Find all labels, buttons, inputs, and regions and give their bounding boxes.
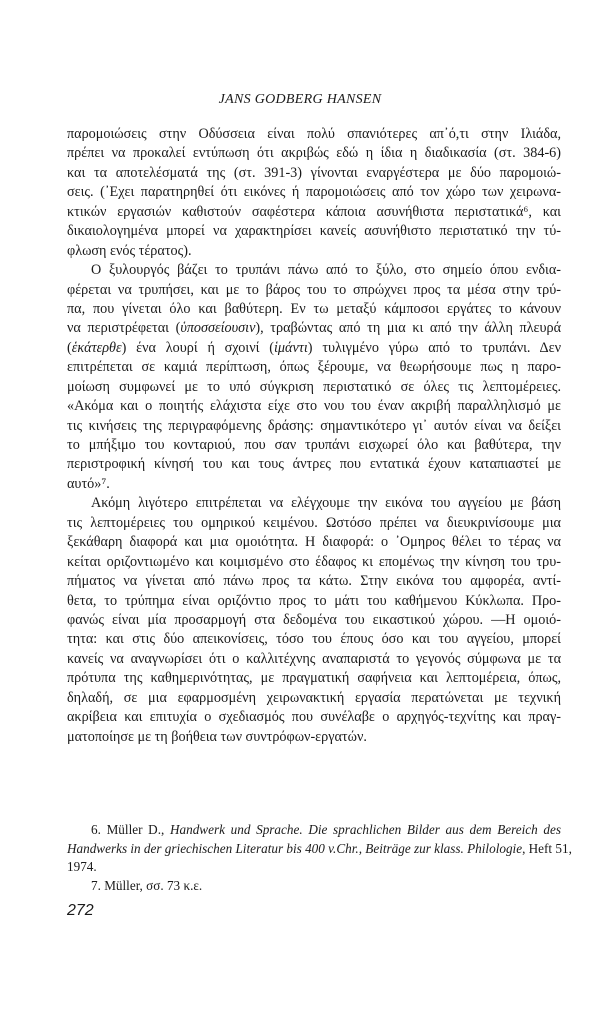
italic-text: ὑποσσείουσιν xyxy=(180,320,256,337)
text-line xyxy=(67,164,561,183)
italic-text: Handwerks in der griechischen Literatur bis 400 v.Chr., Beiträge zur klass. Philologie xyxy=(67,840,523,856)
text-segment: ( xyxy=(67,339,72,356)
text-segment: ) τυλιγμένο γύρω από το τρυπάνι. Δεν xyxy=(307,339,561,356)
text-segment: 6. Müller D., xyxy=(91,822,170,837)
text-segment: επιτρέπεται σε καμιά περίπτωση, όπως ξέρουμε, να θεωρήσουμε πως η παρο- xyxy=(67,359,561,376)
footnotes xyxy=(67,821,572,895)
text-segment: φανώς είναι μία προσαρμογή στα δεδομένα του εικαστικού χώρου. —Η ομοιό- xyxy=(67,611,561,628)
text-segment: το μπήξιμο του κονταριού, που σαν τρυπάνι εισχωρεί όλο και βαθύτερα, την xyxy=(67,437,561,453)
text-line xyxy=(67,494,561,513)
text-segment: τις λεπτομέρειες του ομηρικού κειμένου. Ωστόσο πρέπει να διευκρινίσουμε μια xyxy=(67,514,561,531)
text-line xyxy=(67,397,561,416)
text-line xyxy=(67,378,561,397)
text-segment: ακρίβεια και επιτυχία ο σχεδιασμός που συνέλαβε ο αρχηγός-τεχνίτης και πραγ- xyxy=(67,709,561,726)
text-line xyxy=(67,242,561,261)
text-line xyxy=(67,514,561,533)
text-segment: κανείς να αναγνωρίσει ότι ο καλλιτέχνης αναπαριστά το γεγονός σύμφωνα με τα xyxy=(67,650,561,667)
text-segment: σεις. (᾽Εχει παρατηρηθεί ότι εικόνες ή παρομοιώσεις από τον χώρο των χειρωνα- xyxy=(67,184,561,201)
text-segment: παρομοιώσεις στην Οδύσσεια είναι πολύ σπανιότερες απ᾽ό,τι στην Ιλιάδα, xyxy=(67,126,561,142)
text-line xyxy=(67,553,561,572)
text-segment: περιστροφική κίνησή του και τους άντρες που εντατικά έχουν καταπιαστεί με xyxy=(67,456,561,473)
text-segment: θετα, το τρύπημα είναι οριζόντιο προς το μάτι του καθήμενου Κύκλωπα. Προ- xyxy=(67,592,561,609)
italic-text: Handwerk und Sprache. Die sprachlichen Bilder aus dem Bereich des xyxy=(170,822,561,837)
footnote-line xyxy=(67,858,561,877)
text-segment: τητα: και στις δύο απεικονίσεις, τόσο του έπους όσο και του αγγείου, μπορεί xyxy=(67,631,561,648)
text-line xyxy=(67,222,561,241)
text-line xyxy=(67,689,561,708)
text-line xyxy=(67,669,561,688)
text-line xyxy=(67,144,561,163)
footnote-line xyxy=(67,821,561,840)
text-segment: αυτό»⁷. xyxy=(67,475,110,492)
text-segment: Ακόμη λιγότερο επιτρέπεται να ελέγχουμε την εικόνα του αγγείου με βάση xyxy=(91,495,561,512)
text-segment: ματοποίησε με τη βοήθεια των συντρόφων-εργατών. xyxy=(67,728,367,745)
text-line xyxy=(67,358,561,377)
text-segment: πρέπει να προκαλεί εντύπωση ότι ακριβώς εδώ η ίδια η διαδικασία (στ. 384-6) xyxy=(67,145,561,162)
text-line xyxy=(67,339,561,358)
text-line xyxy=(67,533,561,552)
text-segment: τις κινήσεις της περιγραφόμενης δράσης: σημαντικότερο γι᾽ αυτόν είναι να δείξει xyxy=(67,417,561,434)
text-segment: Ο ξυλουργός βάζει το τρυπάνι πάνω από το ξύλο, στο σημείο όπου ενδια- xyxy=(91,262,561,279)
body-text xyxy=(67,125,561,747)
text-line xyxy=(67,436,561,455)
text-segment: , Heft 51, xyxy=(522,840,572,856)
text-segment: ), τραβώντας από τη μια κι από την άλλη πλευρά xyxy=(255,320,562,337)
text-segment: ) ένα λουρί ή σχοινί ( xyxy=(121,339,274,356)
text-segment: να περιστρέφεται ( xyxy=(67,320,181,337)
page-number: 272 xyxy=(67,902,94,919)
text-line xyxy=(67,592,561,611)
text-segment: «Ακόμα και ο ποιητής ελάχιστα είχε στο νου του έναν ακριβή παραλληλισμό με xyxy=(67,398,561,415)
text-line xyxy=(67,300,561,319)
text-line xyxy=(67,455,561,474)
text-segment: 1974. xyxy=(67,859,97,875)
text-segment: κείται οριζοντιωμένο και κοιμισμένο στο έδαφος κι επομένως την κίνηση του τρυ- xyxy=(67,553,561,570)
text-line xyxy=(67,708,561,727)
text-line xyxy=(67,630,561,649)
running-header: JANS GODBERG HANSEN xyxy=(218,92,382,107)
text-line xyxy=(67,728,561,747)
text-segment: φλωση ενός τέρατος). xyxy=(67,242,192,259)
text-segment: πρότυπα της καθημερινότητας, με πραγματική σαφήνεια και λεπτομέρεια, όπως, xyxy=(67,670,561,687)
text-segment: πήματος να γίνεται από πάνω προς τα κάτω. Στην εικόνα του αμφορέα, αντί- xyxy=(67,573,561,590)
text-segment: κτικών εργασιών καθιστούν σαφέστερα κάποια ασυνήθιστα περιστατικά⁶, και xyxy=(67,203,561,220)
text-segment: πα, που γίνεται όλο και βαθύτερη. Εν τω μεταξύ κάμποσοι εργάτες το κάνουν xyxy=(67,300,561,317)
text-line xyxy=(67,417,561,436)
text-line xyxy=(67,475,561,494)
italic-text: ἑκάτερθε xyxy=(71,339,122,356)
footnote-line xyxy=(67,840,572,859)
text-segment: δικαιολογημένα μπορεί να χαρακτηρίσει κανείς ασυνήθιστο περιστατικό την τύ- xyxy=(67,223,561,240)
text-segment: ξεκάθαρη διαφορά και μια ομοιότητα. Η διαφορά: ο ᾽Ομηρος θέλει το τέρας να xyxy=(67,534,561,551)
text-segment: δηλαδή, σε μια εφαρμοσμένη χειρωνακτική εργασία περατώνεται με τεχνική xyxy=(67,689,561,706)
text-line xyxy=(67,611,561,630)
footnote-line xyxy=(67,877,561,896)
text-line xyxy=(67,261,561,280)
text-line xyxy=(67,183,561,202)
text-line xyxy=(67,319,561,338)
text-segment: μοίωση συμφωνεί με το υπό σύγκριση περιστατικό σε όλες τις λεπτομέρειες. xyxy=(67,378,561,395)
italic-text: ἱμάντι xyxy=(273,339,308,356)
text-segment: φέρεται να τρυπήσει, και με το βάρος του το σπρώχνει προς τα μέσα στην τρύ- xyxy=(67,281,561,298)
text-line xyxy=(67,572,561,591)
text-segment: 7. Müller, σσ. 73 κ.ε. xyxy=(91,877,203,893)
text-line xyxy=(67,203,561,222)
text-segment: και τα αποτελέσματά της (στ. 391-3) γίνονται εναργέστερα με δύο παρομοιώ- xyxy=(67,164,561,181)
text-line xyxy=(67,281,561,300)
text-line xyxy=(67,125,561,144)
text-line xyxy=(67,650,561,669)
